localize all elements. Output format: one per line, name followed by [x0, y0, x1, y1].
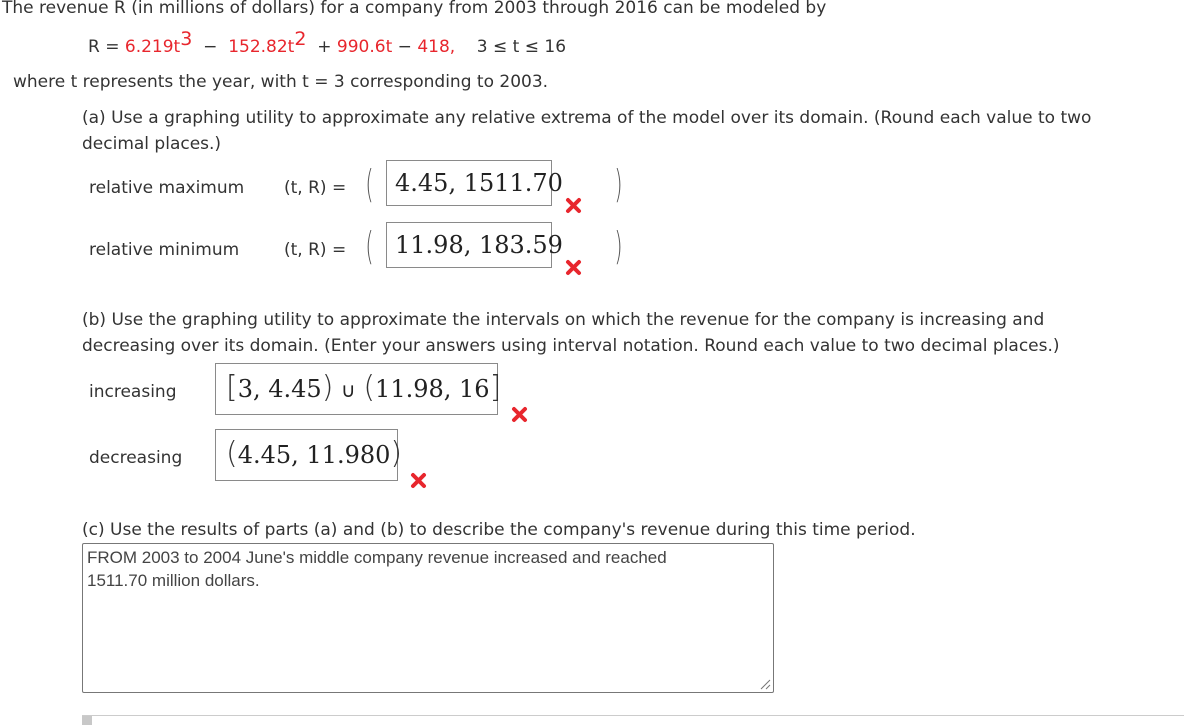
op-plus: + [317, 37, 332, 57]
problem-statement: The revenue R (in millions of dollars) for a company from 2003 through 2016 can be modeled by [2, 0, 827, 18]
increasing-answer[interactable]: [3, 4.45) ∪ (11.98, 16] [215, 363, 498, 415]
relative-minimum-label: relative minimum [89, 240, 240, 260]
open-paren-max: ( [365, 162, 374, 206]
part-a-prompt-line2: decimal places.) [82, 134, 222, 154]
revenue-equation [88, 28, 567, 58]
domain: 3 ≤ t ≤ 16 [476, 37, 567, 57]
coef-linear: 990.6t [336, 37, 393, 57]
incorrect-x-icon [565, 197, 582, 214]
decreasing-label: decreasing [89, 448, 183, 468]
equation-lhs: R = [88, 37, 120, 57]
tr-label-min: (t, R) = [284, 240, 347, 260]
constant-term: 418, [417, 37, 456, 57]
incorrect-x-icon [410, 472, 427, 489]
relative-maximum-label: relative maximum [89, 178, 245, 198]
increasing-interval-2: 11.98, 16 [375, 375, 490, 403]
part-a-prompt-line1: (a) Use a graphing utility to approximate any relative extrema of the model over its domain. (Round each value to two [82, 108, 1092, 128]
variable-description: where t represents the year, with t = 3 corresponding to 2003. [13, 72, 549, 92]
union-symbol: ∪ [341, 378, 356, 402]
coef-cubic: 6.219t [124, 37, 181, 57]
close-paren-min: ) [614, 224, 623, 268]
resize-grip-icon[interactable] [757, 676, 771, 690]
open-paren-min: ( [365, 224, 374, 268]
incorrect-x-icon [511, 406, 528, 423]
part-c-prompt: (c) Use the results of parts (a) and (b) to describe the company's revenue during this time period. [82, 520, 916, 540]
decreasing-interval: 4.45, 11.980 [237, 441, 391, 469]
op-minus-2: − [397, 37, 412, 57]
part-b-prompt-line1: (b) Use the graphing utility to approximate the intervals on which the revenue for the company is increasing and [82, 310, 1045, 330]
relative-minimum-answer[interactable]: 11.98, 183.59 [386, 222, 552, 268]
decreasing-answer[interactable]: (4.45, 11.980) [215, 429, 398, 481]
part-b-prompt-line2: decreasing over its domain. (Enter your answers using interval notation. Round each value to two decimal places.) [82, 336, 1060, 356]
close-paren-max: ) [614, 162, 623, 206]
op-minus: − [203, 37, 218, 57]
exponent-3: 3 [180, 28, 193, 50]
increasing-label: increasing [89, 382, 177, 402]
exponent-2: 2 [294, 28, 307, 50]
tr-label-max: (t, R) = [284, 178, 347, 198]
incorrect-x-icon [565, 259, 582, 276]
coef-quadratic: 152.82t [228, 37, 295, 57]
part-c-answer-textarea[interactable] [82, 543, 774, 693]
relative-maximum-answer[interactable]: 4.45, 1511.70 [386, 160, 552, 206]
increasing-interval-1: 3, 4.45 [237, 375, 322, 403]
